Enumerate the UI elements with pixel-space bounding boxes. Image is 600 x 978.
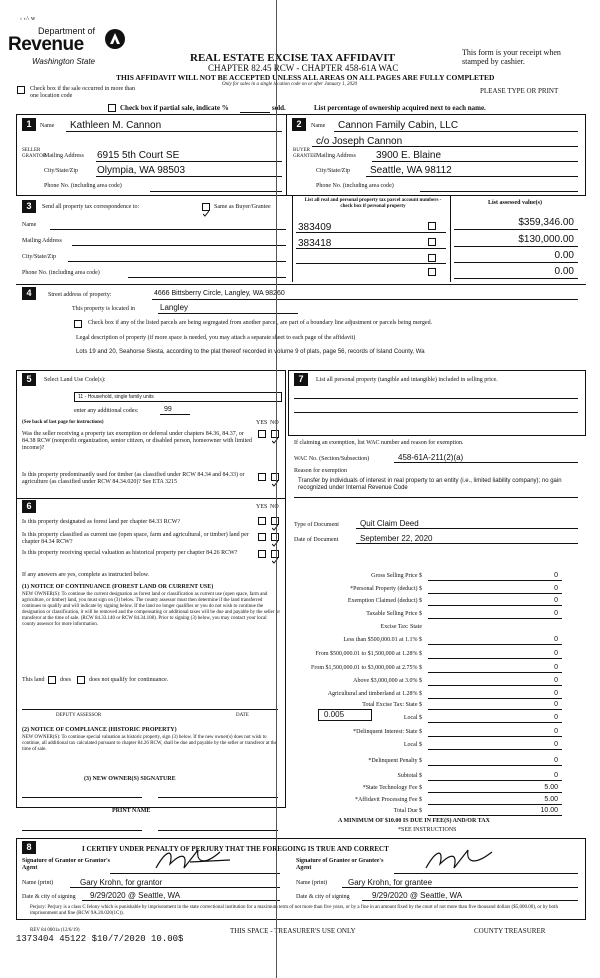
tax-row-value[interactable]: 0 — [554, 650, 558, 657]
tax-row-label: Local $ — [403, 742, 422, 748]
segregated-label: Check box if any of the listed parcels are being segregated from another parcel, are part of a boundary line adjustment or parcels being merged. — [88, 320, 433, 326]
please-type: PLEASE TYPE OR PRINT — [480, 87, 559, 95]
compliance-text: NEW OWNER(S): To continue special valuation as historic property, sign (3) below. If the new owner(s) does not wish to continue, all additional tax calculated pursuant to chapter 84.26 RCW, shall be due and payable by the seller or transferor at the time of sale. — [22, 735, 277, 752]
additional-codes-input[interactable]: 99 — [164, 406, 172, 413]
tax-row-label: Total Due $ — [393, 808, 422, 814]
logo-name: Revenue — [8, 34, 84, 55]
buyer-name-line2[interactable]: c/o Joseph Cannon — [316, 136, 403, 147]
no-checkbox[interactable] — [271, 533, 279, 541]
form-warning: THIS AFFIDAVIT WILL NOT BE ACCEPTED UNLESS ALL AREAS ON ALL PAGES ARE FULLY COMPLETED — [116, 73, 495, 82]
partial-sale-checkbox[interactable] — [108, 104, 116, 112]
date-label: DATE — [236, 713, 249, 718]
seller-name[interactable]: Kathleen M. Cannon — [70, 120, 162, 131]
tax-row-value[interactable]: 10.00 — [540, 807, 558, 814]
exemption-reason[interactable]: Transfer by individuals of interest in real property to an entity (i.e., limited liability company); no gain recognized under Internal Revenue Code — [298, 478, 562, 491]
tax-row-label: Exemption Claimed (deduct) $ — [347, 598, 422, 604]
document-type[interactable]: Quit Claim Deed — [360, 519, 419, 528]
tax-row-label: *Personal Property (deduct) $ — [350, 586, 422, 592]
no-checkbox[interactable] — [271, 517, 279, 525]
perjury-notice: Perjury: Perjury is a class C felony which is punishable by imprisonment in the state correctional institution for a maximum term of not more than five years, or by a fine in an amount fixed by the court of not more than five thousand dollars ($5,000.00), or by both imprisonment and fine (RCW 9A.20.020(1C)). — [30, 905, 558, 916]
no-checkbox[interactable] — [271, 550, 279, 558]
assessed-value[interactable]: $130,000.00 — [518, 234, 574, 245]
tax-row-value[interactable]: 0 — [554, 714, 558, 721]
personal-property-checkbox[interactable] — [428, 268, 436, 276]
revenue-logo-icon — [104, 28, 126, 50]
county-treasurer-label: COUNTY TREASURER — [474, 927, 546, 935]
tax-row-label: Less than $500,000.01 at 1.1% $ — [343, 637, 422, 643]
grantee-signature[interactable] — [418, 844, 508, 874]
property-location[interactable]: Langley — [160, 303, 189, 312]
tax-row-label: *Delinquent Interest: State $ — [353, 729, 422, 735]
tax-row-value[interactable]: 0 — [554, 757, 558, 764]
tax-row-label: From $1,500,000.01 to $3,000,000 at 2.75% $ — [311, 665, 422, 671]
scan-fold-line — [276, 0, 277, 978]
section-4-number: 4 — [22, 287, 36, 300]
seller-side-label: SELLER GRANTOR — [22, 148, 47, 159]
seller-address[interactable]: 6915 5th Court SE — [97, 150, 180, 161]
historic-question: Is this property receiving special valuation as historical property per chapter 84.26 RCW? — [22, 550, 238, 556]
tax-row-value[interactable]: 0 — [554, 728, 558, 735]
multi-location-label: Check box if the sale occurred in more than one location code — [30, 86, 135, 99]
tax-row-value[interactable]: 0 — [554, 636, 558, 643]
yes-checkbox[interactable] — [258, 517, 266, 525]
buyer-city[interactable]: Seattle, WA 98112 — [370, 165, 452, 176]
multi-location-checkbox[interactable] — [17, 86, 25, 94]
timber-question: Is this property predominantly used for timber (as classified under RCW 84.34 and 84.33) or agriculture (as classified under RCW 84.34.020)? See ETA 3215 — [22, 472, 245, 485]
segregated-checkbox[interactable] — [74, 320, 82, 328]
continuance-text: NEW OWNER(S): To continue the current designation as forest land or classification as current use (open space, farm and agriculture, or timber) land, you must sign on (3) below. The county assessor must then determine if the land transferred continues to qualify and will indicate by signing below. If the land no longer qualifies or you do not wish to continue the designation or classification, it will be removed and the compensating or additional taxes will be due and payable by the seller or transferor at the time of sale. (RCW 84.33.140 or RCW 84.34.108). Prior to signing (3) below, you may contact your local county assessor for more information. — [22, 592, 280, 627]
tax-row-value[interactable]: 0 — [554, 690, 558, 697]
grantor-date-city[interactable]: 9/29/2020 @ Seattle, WA — [90, 891, 181, 900]
compliance-title: (2) NOTICE OF COMPLIANCE (HISTORIC PROPERTY) — [22, 727, 177, 733]
seller-phone-label: Phone No. (including area code) — [44, 183, 122, 189]
section-6-number: 6 — [22, 500, 36, 513]
tax-row-label: Subtotal $ — [397, 773, 422, 779]
grantee-date-city[interactable]: 9/29/2020 @ Seattle, WA — [372, 891, 463, 900]
personal-property-checkbox[interactable] — [428, 254, 436, 262]
minimum-fee-note: A MINIMUM OF $10.00 IS DUE IN FEE(S) AND/OR TAX — [338, 818, 490, 824]
local-rate: 0.005 — [324, 710, 345, 719]
deputy-assessor-label: DEPUTY ASSESSOR — [56, 713, 102, 718]
corner-mark: ‹ ‹∴ w — [20, 16, 36, 22]
grantor-signature[interactable] — [150, 844, 240, 874]
seller-city[interactable]: Olympia, WA 98503 — [97, 165, 186, 176]
yes-checkbox[interactable] — [258, 533, 266, 541]
no-checkbox[interactable] — [271, 473, 279, 481]
treasurer-space-label: THIS SPACE - TREASURER'S USE ONLY — [230, 927, 356, 935]
same-as-buyer-label: Same as Buyer/Grantee — [214, 204, 271, 210]
tax-row-label: Local $ — [403, 715, 422, 721]
section-1-number: 1 — [22, 118, 36, 131]
tax-row-value[interactable]: 0 — [554, 701, 558, 708]
parcel-number[interactable]: 383409 — [298, 222, 332, 233]
tax-row-label: Total Excise Tax: State $ — [362, 702, 422, 708]
exemption-question: Was the seller receiving a property tax exemption or deferral under chapters 84.36, 84.37, or 84.38 RCW (nonprofit organization, senior citizen, or disabled person, homeowner with limited income)? — [22, 431, 252, 451]
yes-checkbox[interactable] — [258, 550, 266, 558]
current-use-question: Is this property classified as current use (open space, farm and agricultural, or timber) land per chapter 84.34 RCW? — [22, 532, 249, 545]
tax-row-label: Taxable Selling Price $ — [366, 611, 422, 617]
tax-row-label: *State Technology Fee $ — [362, 785, 422, 791]
sold-label: sold. — [272, 104, 286, 112]
see-instructions: *SEE INSTRUCTIONS — [398, 827, 457, 833]
tax-row-label: Gross Selling Price $ — [371, 573, 422, 579]
wac-number[interactable]: 458-61A-211(2)(a) — [398, 453, 464, 462]
tax-row-value[interactable]: 0 — [554, 664, 558, 671]
does-not-checkbox[interactable] — [77, 676, 85, 684]
personal-property-checkbox[interactable] — [428, 222, 436, 230]
personal-property-checkbox[interactable] — [428, 238, 436, 246]
form-revision: REV 84 0001a (12/6/19) — [30, 928, 80, 933]
no-checkbox[interactable] — [271, 430, 279, 438]
assessed-value[interactable]: $359,346.00 — [518, 217, 574, 228]
buyer-phone-label: Phone No. (including area code) — [316, 183, 394, 189]
document-date[interactable]: September 22, 2020 — [360, 534, 433, 543]
tax-row-value[interactable]: 5.00 — [544, 784, 558, 791]
tax-row-label: From $500,000.01 to $1,500,000 at 1.28% $ — [315, 651, 422, 657]
same-as-buyer-checkbox[interactable] — [202, 203, 210, 211]
legal-description[interactable]: Lots 19 and 20, Seahorse Siesta, according to the plat thereof recorded in volume 9 of plats, page 56, records of Island County, Wa — [76, 349, 425, 355]
certify-statement: I CERTIFY UNDER PENALTY OF PERJURY THAT THE FOREGOING IS TRUE AND CORRECT — [82, 845, 389, 853]
does-checkbox[interactable] — [48, 676, 56, 684]
tax-row-label: Above $3,000,000 at 3.0% $ — [353, 678, 422, 684]
tax-row-label: *Delinquent Penalty $ — [368, 758, 422, 764]
tax-row-value[interactable]: 0 — [554, 610, 558, 617]
assessed-col-header: List assessed value(s) — [487, 200, 542, 206]
personal-property-label: List all personal property (tangible and intangible) included in selling price. — [316, 377, 498, 383]
parcel-number[interactable]: 383418 — [298, 238, 332, 249]
tax-row-value[interactable]: 0 — [554, 585, 558, 592]
receipt-note: This form is your receipt when stamped by cashier. — [462, 48, 561, 66]
partial-sale-label: Check box if partial sale, indicate % — [120, 104, 229, 112]
tax-row-label: *Affidavit Processing Fee $ — [354, 797, 422, 803]
legal-description-label: Legal description of property (if more space is needed, you may attach a separate sheet to each page of the affidavit) — [76, 335, 356, 341]
section-7-number: 7 — [294, 373, 308, 386]
tax-row-value[interactable]: 0 — [554, 597, 558, 604]
send-correspondence-label: Send all property tax correspondence to: — [42, 204, 140, 210]
forest-land-question: Is this property designated as forest land per chapter 84.33 RCW? — [22, 519, 181, 525]
print-name-label: PRINT NAME — [112, 808, 151, 814]
grantee-name[interactable]: Gary Krohn, for grantee — [348, 878, 433, 887]
section-3-number: 3 — [22, 200, 36, 213]
yes-checkbox[interactable] — [258, 473, 266, 481]
buyer-address[interactable]: 3900 E. Blaine — [376, 150, 442, 161]
buyer-name[interactable]: Cannon Family Cabin, LLC — [338, 120, 459, 131]
tax-row-label: Excise Tax: State — [380, 624, 422, 630]
tax-row-value[interactable]: 0 — [554, 772, 558, 779]
section-8-number: 8 — [22, 841, 36, 854]
assessed-value[interactable]: 0.00 — [554, 266, 574, 277]
grantor-name[interactable]: Gary Krohn, for grantor — [80, 878, 163, 887]
assessed-value[interactable]: 0.00 — [554, 250, 574, 261]
new-owner-signature-label: (3) NEW OWNER(S) SIGNATURE — [84, 776, 176, 782]
tax-row-value[interactable]: 0 — [554, 572, 558, 579]
logo-state: Washington State — [32, 57, 96, 66]
property-street-address[interactable]: 4666 Bittsberry Circle, Langley, WA 98260 — [154, 290, 285, 297]
tax-row-label: Agricultural and timberland at 1.28% $ — [327, 691, 422, 697]
buyer-side-label: BUYER GRANTEE — [293, 148, 317, 159]
cashier-stamp: 1373404 45122 $10/7/2020 10.00$ — [16, 934, 184, 944]
form-title: REAL ESTATE EXCISE TAX AFFIDAVIT — [190, 52, 395, 64]
logo-dept: Department of — [38, 26, 96, 36]
section-2-number: 2 — [292, 118, 306, 131]
ownership-pct-label: List percentage of ownership acquired next to each name. — [314, 104, 486, 112]
tax-row-value[interactable]: 5.00 — [544, 796, 558, 803]
section-5-number: 5 — [22, 373, 36, 386]
tax-row-value[interactable]: 0 — [554, 741, 558, 748]
parcel-col-header: List all real and personal property tax parcel account numbers - check box if personal property — [304, 198, 442, 209]
continuance-title: (1) NOTICE OF CONTINUANCE (FOREST LAND OR CURRENT USE) — [22, 584, 214, 590]
form-note: Only for sales in a single location code on or after January 1, 2020 — [222, 82, 357, 87]
form-chapter: CHAPTER 82.45 RCW - CHAPTER 458-61A WAC — [208, 63, 399, 73]
tax-row-value[interactable]: 0 — [554, 677, 558, 684]
yes-checkbox[interactable] — [258, 430, 266, 438]
